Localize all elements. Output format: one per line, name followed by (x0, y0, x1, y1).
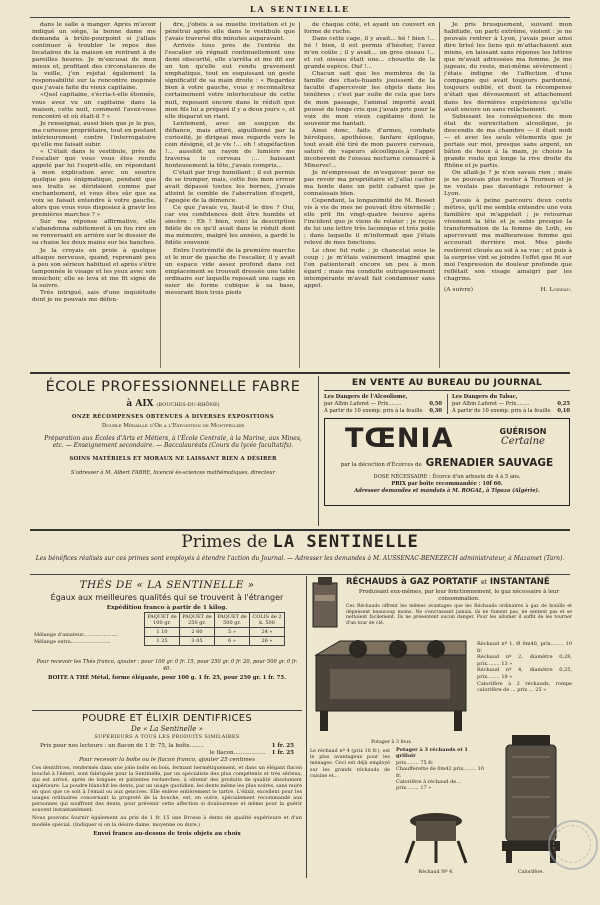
paragraph: Je la croyais en proie à quelque attaque nerveuse, quand, reprenant peu à peu son sérieux habituel et après s'être tamponnée le visage et les yeux avec son mouchoir, elle se leva et me fit signe de la suivre. (32, 247, 156, 289)
powder-send: Envoi franco au-dessus de trois objets au choix (93, 830, 241, 837)
chaufferette-price: Chaufferette de 0m42 prix........ 10 fr. (396, 766, 484, 779)
paragraph: Le choc fut rude ; je chancelai sous le coup ; je m'étais vainement imaginé que l'on patienterait encore un peu à mon égard ; mais ma conduite outrageusement intempérante m'avait fait condamner sans appel. (304, 247, 435, 289)
powder-prices (32, 743, 302, 763)
potager-title: Potager à 3 réchauds et 1 grilloir (396, 747, 468, 760)
table-header: PAQUET de 100 gr. (145, 613, 180, 628)
stove-body: Ces Réchauds offrent les mêmes avantages que les Réchauds ordinaires à gaz de houille et dépensent beaucoup moins. Ne s'encrassant jamais, ils ne fument pas, ne sentent pas et se nettoient facilement. Ils ne présentent aucun danger. Pour les allumer il suffit de les tourner d'un tour de clé. (346, 604, 572, 626)
taenia-brand: GRENADIER SAUVAGE (425, 457, 554, 470)
table-cell: 24 » (250, 628, 285, 637)
primes-journal: LA SENTINELLE (272, 532, 419, 552)
awards-line: ONZE RÉCOMPENSES OBTENUES A DIVERSES EXPOSITIONS (71, 414, 275, 420)
header-rule (30, 17, 570, 18)
book-author: par Albin Laforet — Prix........ (452, 400, 530, 407)
paragraph: Dans cette cage, il y avait... hé ! bien !... hé ! bien, il est permis d'hésiter, l'avez m'en coûte ; il y avait... un gros oiseau !... et cet oiseau était une... chouette de la grande espèce. Ouf !... (304, 36, 435, 71)
bulk-note: A partir de 10 exemp. prix à la feuille (324, 407, 423, 414)
tea-box: BOITE A THÉ Métal, forme élégante, pour 100 g. 1 fr. 25, pour 250 gr. 1 fr. 75. (47, 675, 287, 681)
tea-table (144, 612, 285, 646)
contact-line: S'adresser à M. Albert FABRE, licencié ès-sciences mathématiques, directeur (70, 469, 276, 476)
row-label: Mélange extra......................... (34, 639, 111, 645)
tea-title: THÉS DE « LA SENTINELLE » (79, 579, 255, 591)
table-cell: 2 60 (180, 628, 215, 637)
table-header: PAQUET de 250 gr. (180, 613, 215, 628)
row-label: Mélange d'amateur...................... (34, 632, 118, 638)
taenia-details (329, 474, 565, 494)
tea-ad (32, 577, 302, 707)
paragraph: Subissant les conséquences de mon état de surexcitation alcoolique, je descendis de ma chambre — il était midi — et avec les seuls vêtements que je portais sur moi, presque sans argent, un bâton de houx à la main, je choisis la grande route qui longe la rive droite du Rhône et je partis. (444, 113, 572, 169)
table-cell: 26 » (250, 637, 285, 646)
section-rule (30, 574, 570, 575)
sale-ad (324, 377, 570, 527)
book-tobacco (452, 394, 570, 414)
tea-row-labels (34, 632, 144, 646)
calorifere-price: Calorifère à réchaud de... prix........ 17 » (396, 779, 462, 792)
table-header: PAQUET de 500 gr. (215, 613, 250, 628)
price-label: Prix pour nos lecteurs : un flacon de 1 fr. 75, la boîte........ (40, 743, 204, 749)
library-stamp-inner (553, 825, 591, 863)
sale-heading: EN VENTE AU BUREAU DU JOURNAL (324, 377, 570, 391)
powder-title: POUDRE ET ÉLIXIR DENTIFRICES (82, 713, 252, 724)
paragraph: Cependant, la longanimité de M. Besset vis à vis de mes ne pouvait être éternelle ; elle prit fin vingt-quatre heures après l'incident que je viens de relater ; je reçus de lui une lettre très laconique et très polie ; dans laquelle il m'informait que j'étais relevé de mes fonctions. (304, 198, 435, 247)
rechaud-caption: Réchaud Nº 4. (418, 870, 454, 875)
powder-superior: SUPÉRIEURS A TOUS LES PRODUITS SIMILAIRES (94, 734, 240, 740)
price-item: Réchaud nº 4, diamètre 0,25, prix........ 18 » (477, 667, 572, 680)
medal-line: Double Médaille d'Or a l'Exposition de Montpellier (101, 423, 245, 429)
bulk-price: 0,30 (429, 407, 442, 414)
stove-price-intro: Le réchaud nº 4 (prix 18 fr.), est le plus avantageux pour les ménages. Ceci est déjà employé sur les grands réchauds de cuisine et... (310, 749, 390, 779)
potager-image (310, 637, 472, 745)
paragraph: «Quel capitaine, s'écria-t-elle étonnée, vous avez vu un capitaine dans la maison, cette nuit, comment l'avez-vous rencontré et où était-il ? » (32, 92, 156, 120)
paragraph: Ce que j'avais vu, faut-il le dire ? Oui, car vos confidences doit être humble et sincère : Eh ! bien, voici la description fidèle de ce qu'il avait dans le réduit dont ma mémoire, maigré les années, a gardé le fidèle souvenir. (165, 205, 295, 247)
price-item: Calorifère à 2 réchauds, rompe calorifère de ... prix ... 25 » (477, 680, 572, 694)
ad-divider (318, 376, 319, 526)
powder-ad (32, 713, 302, 879)
article-column-3 (304, 22, 435, 368)
taenia-guarantee (485, 427, 561, 447)
paragraph: Je pris brusquement, suivant mon habitude, un parti extrême, violent : je ne pouvais rentrer à Lyon, j'avais pour ainsi dire brisé les liens qui m'attachaient aux miens, en laissant sans réponse les lettres que m'avait adressées ma femme. Je me jugeais, du reste, moi-même sévèrement ; j'étais indigne de l'affection d'une compagne qui avait toujours pardonné, toujours oublié, et dont la récompense n'était que dévouement et attachement dans les dernières expériences qu'elle avait encore un sans relâchement. (444, 22, 572, 113)
to-be-continued: (A suivre) (444, 286, 474, 293)
powder-brush: Nous pouvons fournir également au prix de 1 fr. 15 une Brosse à dents de qualité supérieure et d'un modèle spécial. (Indiquer si on la désire dame, moyenne ou dure.) (32, 815, 302, 828)
calorifere-caption: Calorifère. (517, 870, 545, 875)
stove-title-and: et (480, 579, 487, 586)
paragraph: dre, j'obéis à sa muette invitation et je pénétrai après elle dans le vestibule que j'avais traversé dix minutes auparavant. (165, 22, 295, 43)
column-rule (439, 22, 440, 368)
potager-price: prix........ 75 fr. (396, 759, 434, 766)
powder-body: Ces dentifrices, renfermés dans une jolie boîte en bois, fermant hermétiquement, et dans un élégant flacon bouché à l'émeri, sont fabriqués pour la Sentinelle, par un spécialiste des plus compétents et très sérieux, qui est arrivé, après de longues et patientes recherches, à obtenir des produits de qualité absolument supérieure. La poudre blanchit les dents, par un usage quotidien, les dents même les plus noires, sans nuire en quoi que ce soit à l'émail ou aux gencives. Elle enlève entièrement le tartre. L'élixir, excellent pour les usages ordinaires concernant la propreté de la bouche, est, en outre, spécialement recommandé aux personnes qui souffrent des dents, pour prévenir cette affection si douloureuse et même pour la guérir souvent instantanément. (32, 765, 302, 814)
article-author: H. Loiseau. (540, 286, 572, 293)
column-rule (160, 22, 161, 368)
school-title: ÉCOLE PROFESSIONNELLE FABRE (45, 379, 301, 395)
preparation-text: Préparation aux Écoles d'Arts et Métiers, à l'École Centrale, à la Marine, aux Mines, etc. — Enseignement secondaire. — Baccalauréats (Cours du lycée facultatifs). (44, 435, 302, 450)
books-row (324, 394, 570, 414)
gas-cylinder-image (310, 577, 340, 631)
price-item: Réchaud nº 1, Ø 0m40, prix........ 10 fr. (477, 641, 572, 654)
book-title: Les Dangers de l'Alcoolisme, (324, 394, 408, 400)
guerison-label: GUÉRISON (499, 427, 547, 437)
taenia-sub: par la décoction d'Écorces de (340, 462, 422, 469)
book-price: 0,50 (429, 400, 442, 407)
article-column-2 (165, 22, 295, 368)
location-region: (BOUCHES-DU-RHÔNE) (156, 402, 220, 408)
taenia-word: TŒNIA (345, 423, 454, 455)
tea-subtitle: Égaux aux meilleures qualités qui se trouvent à l'étranger (50, 593, 284, 602)
school-location (32, 398, 314, 411)
book-price: 0,25 (557, 400, 570, 407)
table-cell: 3 05 (180, 637, 215, 646)
primes-divider (306, 576, 307, 878)
paragraph: J'avais à peine parcouru deux cents mètres, qu'il me sembla entendre une voix familière qui m'appelait ; je retournai vivement la tête et je subis presque la transformation de la femme de Loth, en apercevant ma malheureuse femme qui accourait derrière moi. Mes pieds restèrent cloués au sol à sa vue ; et puis à la surprise vint se joindre l'effet que fit sur moi l'expression de douleur profonde que reflétait son visage amaigri par les chagrins. (444, 198, 572, 282)
paragraph: Je m'empressai de m'esquiver pour ne pas revoir ma propriétaire et j'allai cacher ma honte dans un petit cabaret que je connaissais bien. (304, 169, 435, 198)
paragraph: Chacun sait que les membres de la famille des chats-huants jouissent de la faculté d'apercevoir les objets dans les ténèbres ; c'est par suite de cela que lors de mon passage, l'animal importé avait poussé de longs cris que j'avais pris pour la voix de mon vieux capitaine dont le souvenir me hantait. (304, 71, 435, 127)
book-author: par Albin Laforet — Prix........ (324, 400, 402, 407)
table-cell: 6 » (215, 637, 250, 646)
table-cell: 1 10 (145, 628, 180, 637)
article-column-4 (444, 22, 572, 368)
paragraph: Arrivés tous près de l'entrée de l'escalier où régnait continuellement une demi obscurité, elle s'arrêta et me dit sur un ton qu'elle eut rendu gravement emphatique, tout en esquissant un geste significatif de sa main droite : « Regardez bien à votre gauche, vous y reconnaîtrez certainement votre interlocuteur de cette nuit, reposant encore dans le réduit que mon fils lui a préparé il y a deux jours », et elle disparut en riant. (165, 43, 295, 120)
certaine-label: Certaine (501, 436, 545, 448)
column-rule (299, 22, 300, 368)
table-cell: 1 25 (145, 637, 180, 646)
book-alcohol (324, 394, 442, 414)
paragraph: de chaque côté, et ayant un couvert en forme de ruche. (304, 22, 435, 36)
tea-price-table (32, 612, 302, 646)
rechaud-image (398, 807, 474, 875)
section-rule (30, 529, 570, 531)
page-header: LA SENTINELLE (249, 4, 351, 14)
primes-intro: Les bénéfices réalisés sur ces primes sont employés à étendre l'action du Journal. — Adresser les demandes à M. AUSSENAC-BENEZECH administrateur, à Mazamet (Tarn). (35, 555, 565, 562)
taenia-address: Adresser demandes et mandats à M. ROGAL, à Tipaza (Algérie). (354, 487, 540, 494)
franco-note: Pour recevoir la boîte ou le flacon franco, ajouter 25 centimes (79, 756, 255, 763)
taenia-price: PRIX par boîte recommandée : 10f 60. (391, 480, 503, 487)
paragraph: Lentement, avec un soupçon de défiance, mais attiré, aiguillonné par la curiosité, je dirigeai mes regards vers le coin désigné, et je vis !... oh ! stupéfaction !... aussitôt un rayon de lumière me traversa le cerveau ;... baissant honteusement la tête, j'avais compris... (165, 120, 295, 169)
bulk-price: 0,10 (557, 407, 570, 414)
tea-shipping: Expédition franco à partir de 1 kilog. (106, 605, 228, 611)
care-line: SOINS MATÉRIELS ET MORAUX NE LAISSANT RIEN A DÉSIRER (69, 455, 277, 462)
paragraph: Ainsi donc, faits d'armes, combats héroïques, apothéose, fanfare épilogue, tout avait été tiré de mon pauvre cerveau, saturé de vapeurs alcooliques,à l'appel incoherent de l'oiseau nocturne consacré à Minerve!... (304, 127, 435, 169)
taenia-brand-line (329, 457, 565, 469)
taenia-dose: DOSE NÉCESSAIRE : Écorce d'un arbuste de 4 à 5 ans. (373, 474, 521, 481)
price-value: 1 fr. 25 (271, 749, 294, 756)
paragraph: Je renseignai, aussi bien que je le pus, ma curieuse propriétaire, tout en pestant intérieurement contre l'interrogatoire qu'elle me faisait subir. (32, 120, 156, 148)
price-item: Réchaud nº 2, diamètre 0,28, prix........ 13 » (477, 654, 572, 667)
powder-subtitle: De « La Sentinelle » (131, 725, 203, 733)
table-cell: 5 » (215, 628, 250, 637)
primes-heading (30, 532, 570, 552)
primes-title: Primes de (181, 532, 268, 552)
paragraph: Très intrigué, sais d'une inquiétude dont je ne pouvais me défen- (32, 289, 156, 303)
stove-title-part: INSTANTANÉ (489, 577, 550, 587)
paragraph: dans le salle à manger. Après m'avoir indiqué un siège, la bonne dame me demanda à brûle-pourpoint si j'allais continuer à troubler le repos des locataires de la maison en rentrant à de pareilles heures. Je m'excusai de mon mieux et, profitant des circonstances de la veille, j'en rejetai également la responsabilité sur la rencontre inopinée que j'avais faite du vieux capitaine. (32, 22, 156, 92)
paragraph: Entre l'extrémité de la première marche et le mur de gauche de l'escalier, il y avait un espace vide assez profond dans cet emplacement se trouvait dressée une table ordinaire sur laquelle reposait une cage en osier de forme cubique à sa base, mesurant bien trois pieds (165, 247, 295, 296)
stove-title-part: RÉCHAUDS à GAZ PORTATIF (346, 577, 478, 587)
paragraph: Sur ma réponse affirmative, elle s'abandonna subitement à un fou rire en se renversant en arrière sur le dossier de sa chaise les deux mains sur les hanches. (32, 219, 156, 247)
section-rule (32, 710, 302, 711)
stove-price-list (477, 641, 572, 694)
tea-note: Pour recevoir les Thés franco, ajouter : pour 100 gr. 0 fr. 15, pour 250 gr. 0 fr. 20, pour 500 gr. 0 fr. 40. (36, 659, 298, 672)
section-rule (30, 372, 570, 374)
article-signature (444, 287, 572, 294)
fabre-school-ad (32, 378, 314, 526)
stove-sub: Produisant eux-mêmes, par leur fonctionnement, le gaz nécessaire à leur consommation. (358, 589, 560, 602)
book-divider (447, 394, 448, 414)
paragraph: C'était par trop humiliant ; il est permis de se tromper, mais, cette fois mon erreur avait dépassé toutes les bornes, j'avais atteint le comble de l'aberration d'esprit, l'apogée de la démence. (165, 169, 295, 205)
article-column-1 (32, 22, 156, 368)
book-title: Les Dangers du Tabac, (452, 394, 518, 400)
table-header: COLIS de 2 k. 500 (250, 613, 285, 628)
taenia-ad (324, 418, 570, 506)
price-label: le flacon.................. (209, 749, 266, 756)
price-value: 1 fr. 25 (271, 743, 294, 749)
stove-title (346, 577, 572, 588)
location-city: à AIX (126, 399, 154, 409)
potager-caption: Potager à 3 feux (371, 740, 411, 745)
paragraph: On allait-je ? je n'en savais rien ; mais je ne pouvais plus rester à Tournon et je ne voulais pas davantage retourner à Lyon. (444, 169, 572, 198)
stove-ad (310, 577, 572, 879)
potager-details (396, 747, 484, 792)
paragraph: « C'était dans le vestibule, près de l'escalier que vous vous êtes rendu appelé par lui l'esprit-elle, en répondant à mon explication avec un sourire quelque peu énigmatique, pendant que ses traits se déridaient comme par enchantement, et vous êtes sûr que sa voix se faisait entendre à votre gauche, alors que vous vous disposiez à gravir les premières marches ? » (32, 148, 156, 219)
bulk-note: A partir de 10 exemp. prix à la feuille (452, 407, 551, 414)
